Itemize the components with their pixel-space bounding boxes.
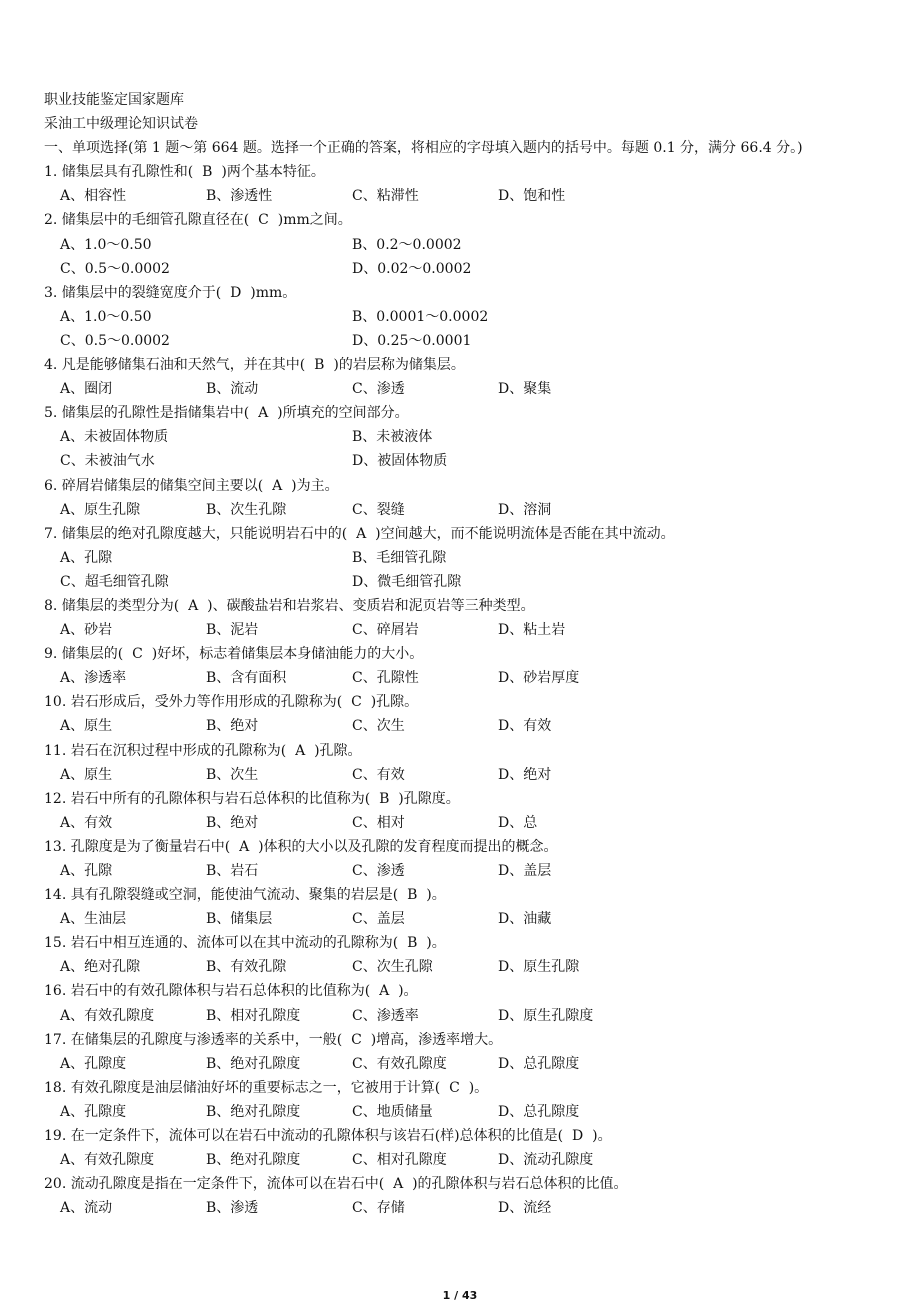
answer-option: D、总孔隙度 [498,1055,580,1072]
answer-option: B、绝对 [206,718,259,735]
answer-option: D、0.25～0.0001 [352,332,472,349]
answer-option: C、粘滞性 [352,188,419,205]
answer-option: A、相容性 [60,188,127,205]
answer-option: C、盖层 [352,911,405,928]
answer-option: D、盖层 [498,863,552,879]
answer-option: A、流动 [60,1200,113,1217]
section-instructions: 一、单项选择(第 1 题～第 664 题。选择一个正确的答案，将相应的字母填入题内的括号中。每题 0.1 分，满分 66.4 分。) [44,140,803,157]
answer-option: A、未被固体物质 [60,429,169,446]
answer-option: B、相对孔隙度 [206,1007,301,1024]
answer-option: C、地质储量 [352,1103,433,1120]
question-stem: 2. 储集层中的毛细管孔隙直径在( C )mm之间。 [44,212,352,229]
answer-option: D、有效 [498,718,552,735]
answer-option: D、流经 [498,1200,552,1217]
answer-option: C、相对 [352,814,405,831]
answer-option: A、原生 [60,766,113,783]
question-stem: 10. 岩石形成后，受外力等作用形成的孔隙称为( C )孔隙。 [44,694,419,711]
answer-option: A、有效孔隙度 [60,1007,155,1024]
answer-option: C、渗透 [352,863,405,879]
answer-option: B、0.2～0.0002 [352,236,462,253]
answer-option: D、流动孔隙度 [498,1152,594,1169]
option-row [44,618,880,642]
option-row [44,955,880,979]
answer-option: C、裂缝 [352,501,405,518]
answer-option: C、碎屑岩 [352,622,419,639]
question-stem: 1. 储集层具有孔隙性和( B )两个基本特征。 [44,164,325,181]
answer-option: B、绝对孔隙度 [206,1152,301,1169]
answer-option: A、原生 [60,718,113,735]
answer-option: A、有效 [60,814,113,831]
answer-option: C、0.5～0.0002 [60,332,170,349]
answer-option: A、有效孔隙度 [60,1152,155,1169]
answer-option: B、绝对孔隙度 [206,1055,301,1072]
answer-option: A、绝对孔隙 [60,959,141,976]
answer-option: D、原生孔隙度 [498,1007,594,1024]
option-row [44,1004,880,1028]
answer-option: C、未被油气水 [60,453,155,470]
answer-option: C、有效孔隙度 [352,1055,447,1072]
option-row [44,257,880,281]
option-row [44,425,880,449]
question-stem: 5. 储集层的孔隙性是指储集岩中( A )所填充的空间部分。 [44,405,409,422]
option-row [44,666,880,690]
question-stem: 20. 流动孔隙度是指在一定条件下，流体可以在岩石中( A )的孔隙体积与岩石总体积的比值。 [44,1176,628,1193]
answer-option: B、次生孔隙 [206,501,287,518]
answer-option: C、次生 [352,718,405,735]
answer-option: D、总 [498,814,538,831]
question-stem: 12. 岩石中所有的孔隙体积与岩石总体积的比值称为( B )孔隙度。 [44,790,460,807]
option-row [44,859,880,883]
answer-option: D、粘土岩 [498,622,566,639]
answer-option: A、孔隙度 [60,1055,127,1072]
answer-option: D、溶洞 [498,501,552,518]
option-row [44,498,880,522]
answer-option: B、流动 [206,381,259,398]
answer-option: B、泥岩 [206,622,259,639]
question-stem: 14. 具有孔隙裂缝或空洞，能使油气流动、聚集的岩层是( B )。 [44,887,446,904]
answer-option: B、有效孔隙 [206,959,287,976]
question-stem: 4. 凡是能够储集石油和天然气，并在其中( B )的岩层称为储集层。 [44,357,465,374]
answer-option: B、绝对孔隙度 [206,1103,301,1120]
question-stem: 13. 孔隙度是为了衡量岩石中( A )体积的大小以及孔隙的发育程度而提出的概念。 [44,838,558,855]
answer-option: B、未被液体 [352,429,433,446]
answer-option: C、次生孔隙 [352,959,433,976]
question-stem: 11. 岩石在沉积过程中形成的孔隙称为( A )孔隙。 [44,742,362,759]
answer-option: B、0.0001～0.0002 [352,308,489,325]
option-row [44,1100,880,1124]
answer-option: D、被固体物质 [352,453,448,470]
answer-option: C、有效 [352,766,405,783]
option-row [44,1052,880,1076]
answer-option: A、砂岩 [60,622,113,639]
question-stem: 7. 储集层的绝对孔隙度越大，只能说明岩石中的( A )空间越大，而不能说明流体是否能在其中流动。 [44,525,675,542]
answer-option: D、总孔隙度 [498,1103,580,1120]
option-row [44,570,880,594]
option-row [44,763,880,787]
option-row [44,907,880,931]
answer-option: A、1.0～0.50 [60,308,152,325]
answer-option: A、渗透率 [60,670,127,687]
answer-option: D、油藏 [498,911,552,928]
option-row [44,811,880,835]
document-title: 职业技能鉴定国家题库 [44,92,184,108]
answer-option: B、渗透 [206,1200,259,1217]
answer-option: D、聚集 [498,381,552,398]
question-stem: 17. 在储集层的孔隙度与渗透率的关系中，一般( C )增高，渗透率增大。 [44,1031,503,1048]
answer-option: B、含有面积 [206,670,287,687]
option-row [44,1196,880,1220]
answer-option: A、圈闭 [60,381,113,398]
answer-option: C、渗透 [352,381,405,398]
question-stem: 9. 储集层的( C )好坏，标志着储集层本身储油能力的大小。 [44,646,424,663]
option-row [44,184,880,208]
answer-option: A、孔隙 [60,863,113,879]
answer-option: B、绝对 [206,814,259,831]
answer-option: A、孔隙 [60,549,113,566]
answer-option: C、相对孔隙度 [352,1152,447,1169]
option-row [44,377,880,401]
answer-option: D、饱和性 [498,188,566,205]
answer-option: B、储集层 [206,911,273,928]
question-stem: 15. 岩石中相互连通的、流体可以在其中流动的孔隙称为( B )。 [44,935,446,952]
page-number: 1 / 43 [442,1289,478,1302]
answer-option: A、原生孔隙 [60,501,141,518]
answer-option: D、微毛细管孔隙 [352,573,462,590]
answer-option: C、0.5～0.0002 [60,260,170,277]
exam-content [44,88,880,1220]
answer-option: A、生油层 [60,911,127,928]
option-row [44,305,880,329]
answer-option: A、1.0～0.50 [60,236,152,253]
exam-subtitle: 采油工中级理论知识试卷 [44,116,198,133]
answer-option: B、渗透性 [206,188,273,205]
answer-option: D、绝对 [498,766,552,783]
option-row [44,1148,880,1172]
option-row [44,233,880,257]
answer-option: C、孔隙性 [352,670,419,687]
answer-option: D、0.02～0.0002 [352,260,472,277]
answer-option: C、存储 [352,1200,405,1217]
option-row [44,449,880,473]
question-stem: 6. 碎屑岩储集层的储集空间主要以( A )为主。 [44,477,339,494]
question-stem: 19. 在一定条件下，流体可以在岩石中流动的孔隙体积与该岩石(样)总体积的比值是( D )。 [44,1128,612,1145]
question-stem: 3. 储集层中的裂缝宽度介于( D )mm。 [44,284,297,301]
question-stem: 18. 有效孔隙度是油层储油好坏的重要标志之一，它被用于计算( C )。 [44,1079,489,1096]
answer-option: B、次生 [206,766,259,783]
answer-option: D、原生孔隙 [498,959,580,976]
option-row [44,329,880,353]
question-list [44,160,880,1220]
question-stem: 8. 储集层的类型分为( A )、碳酸盐岩和岩浆岩、变质岩和泥页岩等三种类型。 [44,597,535,614]
answer-option: C、超毛细管孔隙 [60,573,169,590]
option-row [44,546,880,570]
answer-option: B、毛细管孔隙 [352,549,447,566]
question-stem: 16. 岩石中的有效孔隙体积与岩石总体积的比值称为( A )。 [44,983,418,1000]
answer-option: B、岩石 [206,863,259,879]
answer-option: D、砂岩厚度 [498,670,580,687]
answer-option: A、孔隙度 [60,1103,127,1120]
option-row [44,714,880,738]
answer-option: C、渗透率 [352,1007,419,1024]
